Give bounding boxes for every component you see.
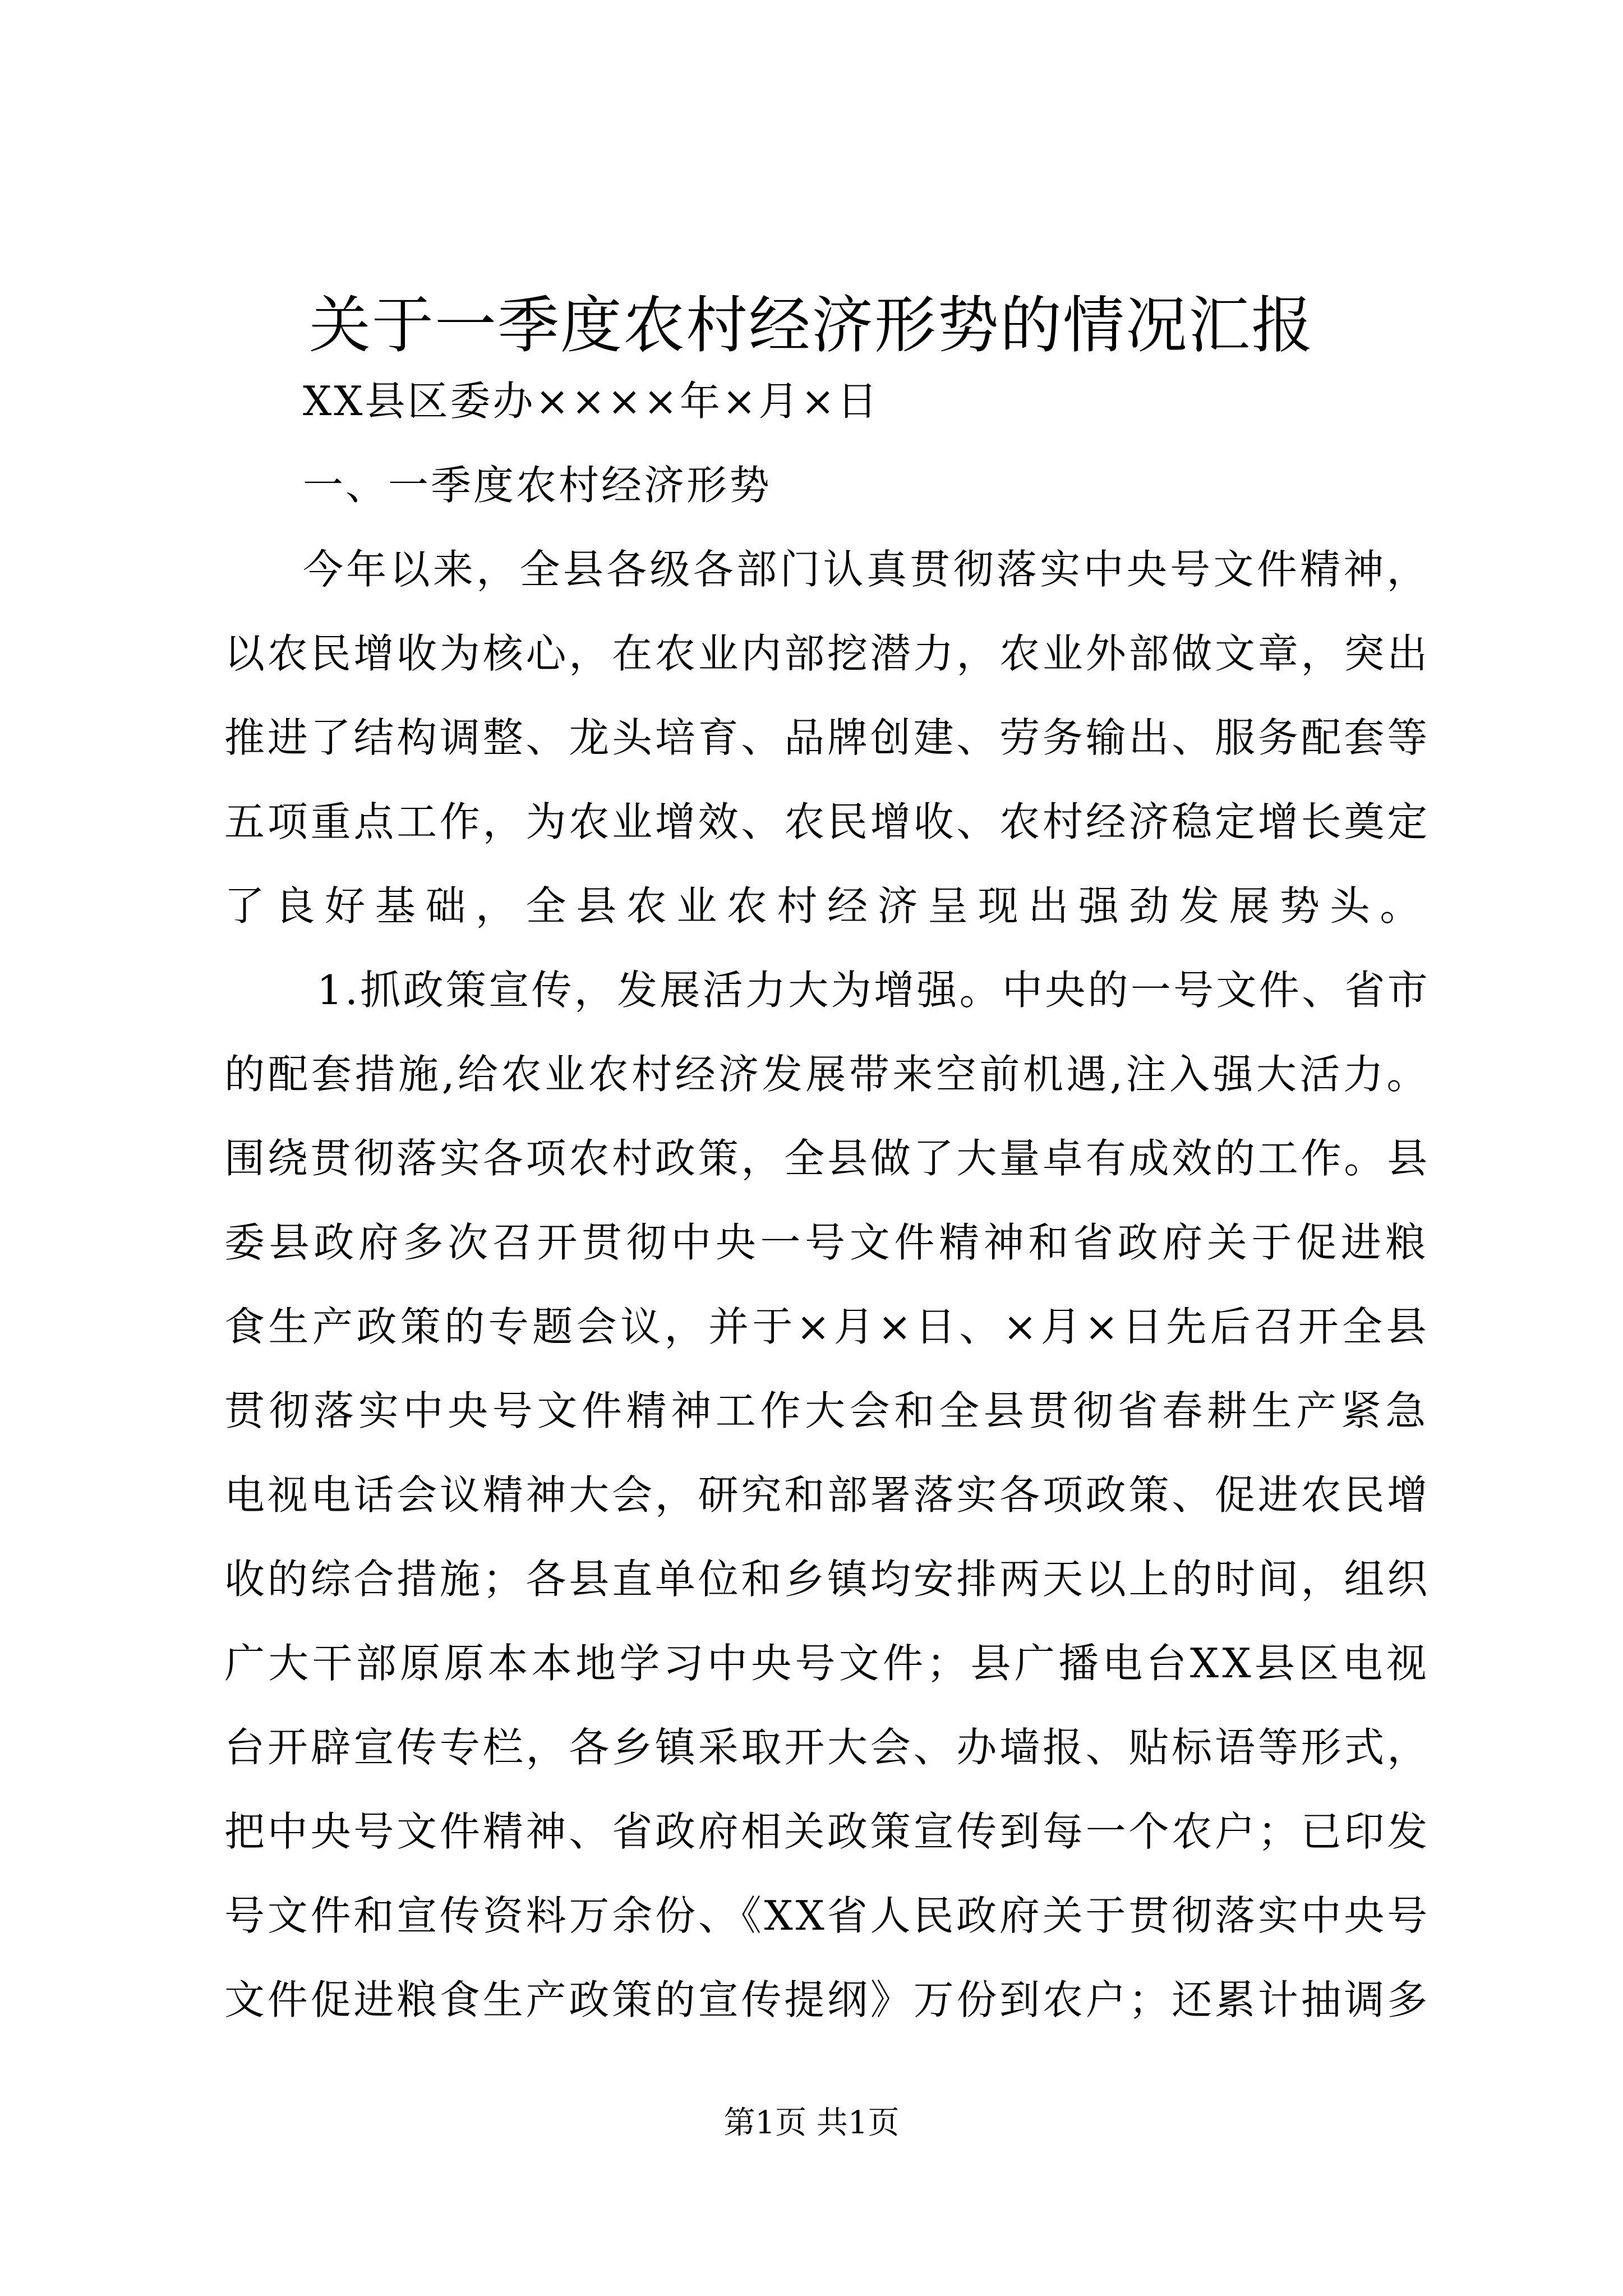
paragraph-line: 广大干部原原本本地学习中央号文件；县广播电台XX县区电视 [224, 1640, 1430, 1687]
paragraph-line: 了良好基础，全县农业农村经济呈现出强劲发展势头。 [224, 882, 1430, 930]
paragraph-line: 1.抓政策宣传，发展活力大为增强。中央的一号文件、省市 [317, 967, 1430, 1014]
paragraph-line: 五项重点工作，为农业增效、农民增收、农村经济稳定增长奠定 [224, 798, 1430, 845]
section-heading: 一、一季度农村经济形势 [303, 462, 772, 509]
paragraph-line: 电视电话会议精神大会，研究和部署落实各项政策、促进农民增 [224, 1471, 1430, 1519]
paragraph-line: 今年以来，全县各级各部门认真贯彻落实中央号文件精神， [303, 546, 1430, 593]
paragraph-line: 台开辟宣传专栏，各乡镇采取开大会、办墙报、贴标语等形式， [224, 1724, 1430, 1771]
page-footer: 第1页 共1页 [723, 2105, 900, 2141]
paragraph-line: 贯彻落实中央号文件精神工作大会和全县贯彻省春耕生产紧急 [224, 1387, 1430, 1434]
paragraph-line: 食生产政策的专题会议，并于×月×日、×月×日先后召开全县 [224, 1303, 1430, 1350]
paragraph-line: 的配套措施,给农业农村经济发展带来空前机遇,注入强大活力。 [224, 1051, 1430, 1098]
paragraph-line: 号文件和宣传资料万余份、《XX省人民政府关于贯彻落实中央号 [224, 1892, 1430, 1939]
paragraph-line: 以农民增收为核心，在农业内部挖潜力，农业外部做文章，突出 [224, 630, 1430, 677]
document-title: 关于一季度农村经济形势的情况汇报 [309, 289, 1314, 361]
paragraph-line: 推进了结构调整、龙头培育、品牌创建、劳务输出、服务配套等 [224, 714, 1430, 761]
paragraph-line: 委县政府多次召开贯彻中央一号文件精神和省政府关于促进粮 [224, 1219, 1430, 1266]
paragraph-line: 文件促进粮食生产政策的宣传提纲》万份到农户；还累计抽调多 [224, 1976, 1430, 2023]
paragraph-line: 围绕贯彻落实各项农村政策，全县做了大量卓有成效的工作。县 [224, 1135, 1430, 1182]
paragraph-line: 把中央号文件精神、省政府相关政策宣传到每一个农户；已印发 [224, 1808, 1430, 1855]
byline: XX县区委办××××年×月×日 [303, 378, 880, 425]
paragraph-line: 收的综合措施；各县直单位和乡镇均安排两天以上的时间，组织 [224, 1556, 1430, 1603]
